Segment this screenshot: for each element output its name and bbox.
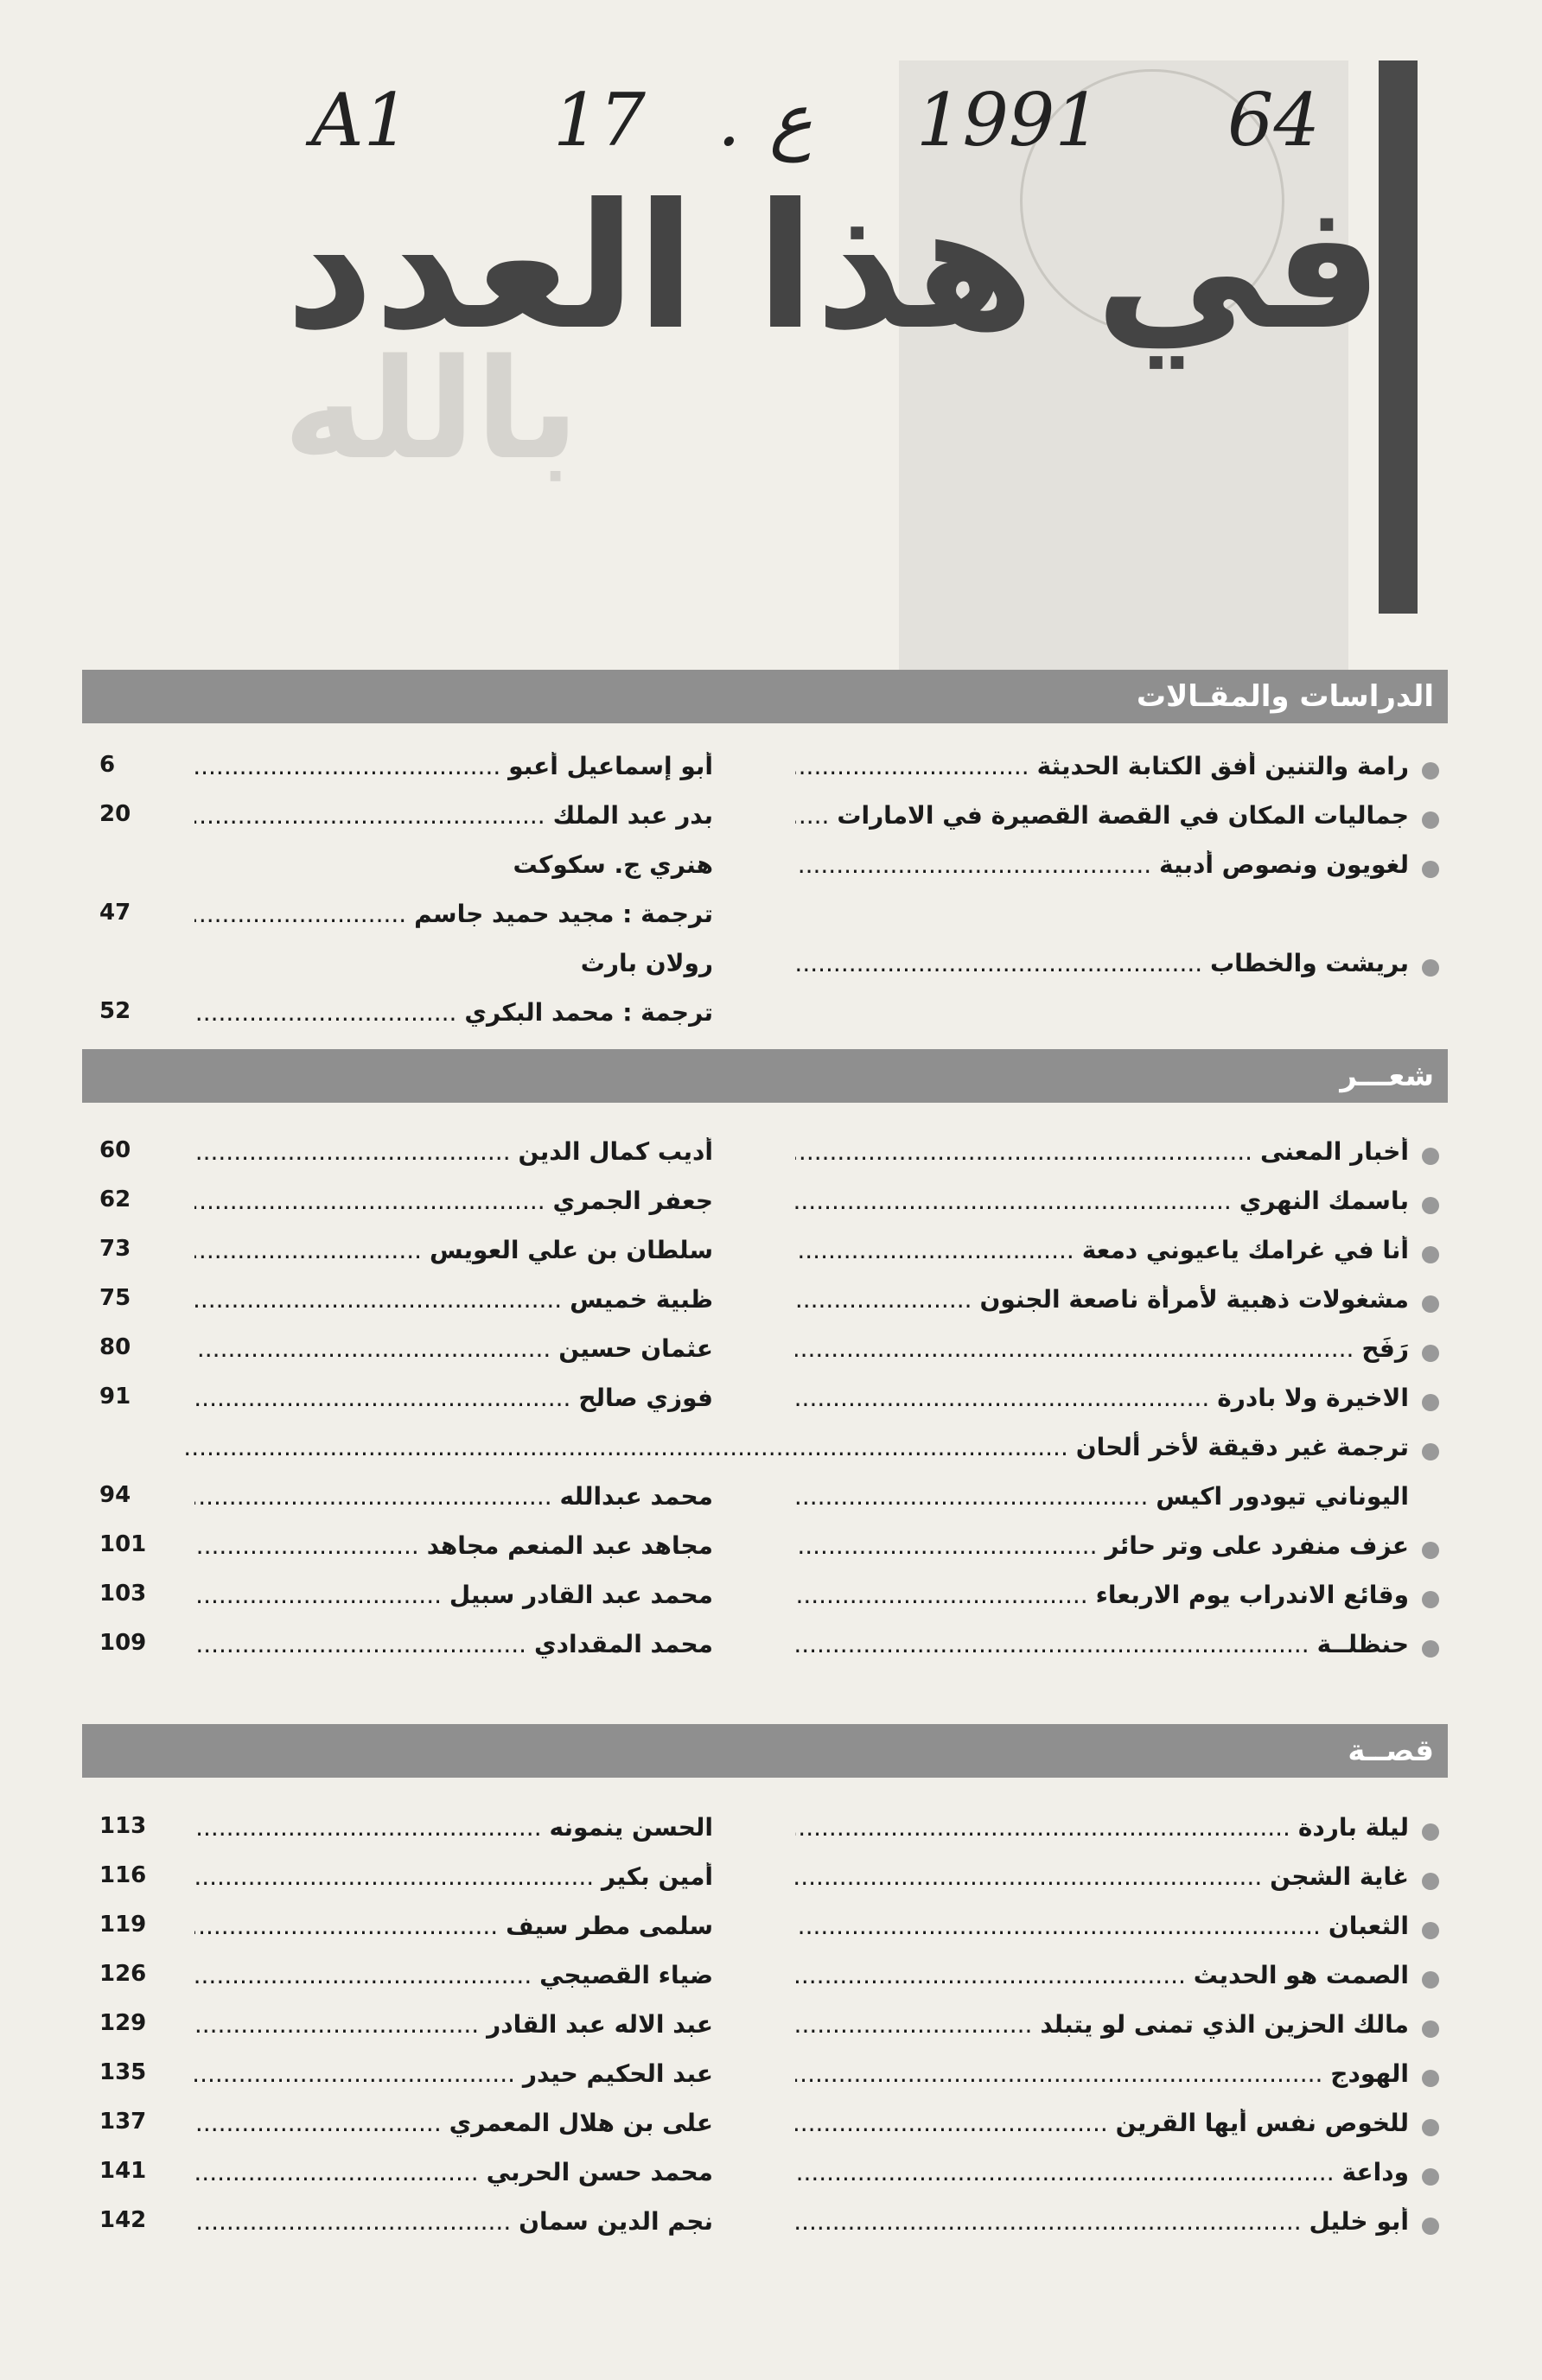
toc-author: سلطان بن علي العويس ..... xyxy=(194,1236,713,1264)
toc-row[interactable] xyxy=(82,1623,1448,1672)
toc-author: محمد عبد القادر سبيل ..... xyxy=(194,1581,713,1609)
bullet-icon xyxy=(1422,2070,1439,2087)
toc-row[interactable] xyxy=(82,2151,1448,2200)
toc-title: جماليات المكان في القصة القصيرة في الامارات ..... xyxy=(795,801,1409,830)
section-header-stories: قصــة xyxy=(82,1724,1448,1778)
toc-title: الصمت هو الحديث ..... xyxy=(795,1961,1409,1989)
toc-author: بدر عبد الملك ..... xyxy=(194,801,713,830)
toc-page: 80 xyxy=(99,1334,131,1360)
toc-author: محمد حسن الحربي ..... xyxy=(194,2158,713,2186)
toc-translator: ترجمة : محمد البكري ..... xyxy=(194,998,713,1027)
toc-page: 20 xyxy=(99,801,131,827)
toc-page: 75 xyxy=(99,1285,131,1311)
hand-17: 17 xyxy=(553,78,646,162)
bullet-icon xyxy=(1422,762,1439,780)
bullet-icon xyxy=(1422,1443,1439,1460)
toc-page: 60 xyxy=(99,1137,131,1163)
toc-row[interactable] xyxy=(82,2052,1448,2102)
toc-page: 116 xyxy=(99,1862,147,1888)
toc-row[interactable] xyxy=(82,1180,1448,1229)
toc-translator: ترجمة : مجيد حميد جاسم ..... xyxy=(194,900,713,928)
toc-row[interactable] xyxy=(82,1327,1448,1377)
toc-row[interactable] xyxy=(82,2102,1448,2151)
toc-title: وقائع الاندراب يوم الاربعاء ..... xyxy=(795,1581,1409,1609)
toc-row[interactable] xyxy=(82,1229,1448,1278)
handwritten-annotation xyxy=(0,52,1542,181)
bullet-icon xyxy=(1422,1295,1439,1313)
toc-title: وداعة ..... xyxy=(795,2158,1409,2186)
toc-title: أنا في غرامك ياعيوني دمعة ..... xyxy=(795,1236,1409,1264)
toc-row[interactable] xyxy=(82,1806,1448,1855)
toc-page: 52 xyxy=(99,998,131,1024)
toc-page: 91 xyxy=(99,1384,131,1410)
toc-title-continued: اليوناني تيودور اكيس ..... xyxy=(795,1482,1409,1511)
toc-row[interactable] xyxy=(82,1574,1448,1623)
toc-page: 113 xyxy=(99,1813,147,1839)
toc-title: غاية الشجن ..... xyxy=(795,1862,1409,1891)
hand-year: 1991 xyxy=(916,78,1101,162)
title-side-bar xyxy=(1379,60,1418,614)
toc-author: أمين بكير ..... xyxy=(194,1862,713,1891)
toc-page: 142 xyxy=(99,2207,147,2233)
bullet-icon xyxy=(1422,1971,1439,1989)
toc-author: عبد الاله عبد القادر ..... xyxy=(194,2010,713,2039)
toc-row[interactable] xyxy=(82,991,1448,1040)
toc-row[interactable] xyxy=(82,1524,1448,1574)
bullet-icon xyxy=(1422,2020,1439,2038)
bullet-icon xyxy=(1422,861,1439,878)
toc-title: ليلة باردة ..... xyxy=(795,1813,1409,1842)
toc-row[interactable] xyxy=(82,1377,1448,1426)
toc-row[interactable] xyxy=(82,893,1448,942)
toc-row[interactable] xyxy=(82,794,1448,843)
toc-author: نجم الدين سمان ..... xyxy=(194,2207,713,2236)
toc-author: ظبية خميس ..... xyxy=(194,1285,713,1314)
toc-stories xyxy=(82,1806,1448,2250)
toc-title: للخوص نفس أيها القرين ..... xyxy=(795,2109,1409,2137)
toc-author: مجاهد عبد المنعم مجاهد ..... xyxy=(194,1531,713,1560)
toc-author: محمد المقدادي ..... xyxy=(194,1630,713,1658)
toc-title: باسمك النهري ..... xyxy=(795,1187,1409,1215)
toc-author: هنري ج. سكوكت xyxy=(513,850,713,879)
toc-page: 135 xyxy=(99,2059,147,2085)
hand-ain: ع xyxy=(769,78,813,162)
toc-title: مالك الحزين الذي تمنى لو يتبلد ..... xyxy=(795,2010,1409,2039)
toc-page: 6 xyxy=(99,752,116,778)
toc-row[interactable] xyxy=(82,1130,1448,1180)
toc-poetry xyxy=(82,1130,1448,1672)
toc-page: 73 xyxy=(99,1236,131,1262)
toc-title: حنظلــة ..... xyxy=(795,1630,1409,1658)
hand-a1: A1 xyxy=(311,78,411,162)
bullet-icon xyxy=(1422,1345,1439,1362)
bullet-icon xyxy=(1422,1591,1439,1608)
toc-author: سلمى مطر سيف ..... xyxy=(194,1912,713,1940)
toc-row[interactable] xyxy=(82,1475,1448,1524)
bullet-icon xyxy=(1422,1873,1439,1890)
bullet-icon xyxy=(1422,811,1439,829)
toc-row[interactable] xyxy=(82,2200,1448,2250)
bullet-icon xyxy=(1422,1148,1439,1165)
toc-author: جعفر الجمري ..... xyxy=(194,1187,713,1215)
toc-row[interactable] xyxy=(82,1905,1448,1954)
toc-row[interactable] xyxy=(82,1855,1448,1905)
toc-title: بريشت والخطاب ..... xyxy=(795,949,1409,977)
toc-author: عبد الحكيم حيدر ..... xyxy=(194,2059,713,2088)
bullet-icon xyxy=(1422,2218,1439,2235)
toc-title: عزف منفرد على وتر حائر ..... xyxy=(795,1531,1409,1560)
toc-page: 137 xyxy=(99,2109,147,2135)
bullet-icon xyxy=(1422,2119,1439,2136)
toc-title: الاخيرة ولا بادرة ..... xyxy=(795,1384,1409,1412)
toc-page: 94 xyxy=(99,1482,131,1508)
toc-page: 109 xyxy=(99,1630,147,1656)
toc-row[interactable] xyxy=(82,942,1448,991)
toc-title: الثعبان ..... xyxy=(795,1912,1409,1940)
toc-row[interactable] xyxy=(82,2003,1448,2052)
bullet-icon xyxy=(1422,2168,1439,2186)
toc-title: مشغولات ذهبية لأمرأة ناصعة الجنون ..... xyxy=(795,1285,1409,1314)
toc-author: عثمان حسين ..... xyxy=(194,1334,713,1363)
toc-author: ضياء القصيجي ..... xyxy=(194,1961,713,1989)
toc-author: فوزي صالح ..... xyxy=(194,1384,713,1412)
bullet-icon xyxy=(1422,1394,1439,1411)
bullet-icon xyxy=(1422,1823,1439,1841)
toc-row[interactable] xyxy=(82,1954,1448,2003)
toc-studies xyxy=(82,745,1448,1040)
toc-page: 47 xyxy=(99,900,131,926)
bullet-icon xyxy=(1422,959,1439,977)
toc-author: أبو إسماعيل أعبو ..... xyxy=(194,752,713,780)
toc-title: رَفَح ..... xyxy=(795,1334,1409,1363)
toc-page: 141 xyxy=(99,2158,147,2184)
toc-title: رامة والتنين أفق الكتابة الحديثة ..... xyxy=(795,752,1409,780)
section-header-studies: الدراسات والمقـالات xyxy=(82,670,1448,723)
toc-title: أخبار المعنى ..... xyxy=(795,1137,1409,1166)
toc-row[interactable] xyxy=(82,1426,1448,1475)
bullet-icon xyxy=(1422,1922,1439,1939)
toc-author: الحسن ينمونه ..... xyxy=(194,1813,713,1842)
toc-author: محمد عبدالله ..... xyxy=(194,1482,713,1511)
toc-title: أبو خليل ..... xyxy=(795,2207,1409,2236)
bullet-icon xyxy=(1422,1542,1439,1559)
toc-title: ترجمة غير دقيقة لأخر ألحان ..... xyxy=(795,1433,1409,1461)
toc-page: 129 xyxy=(99,2010,147,2036)
bullet-icon xyxy=(1422,1197,1439,1214)
toc-page: 103 xyxy=(99,1581,147,1607)
toc-title: لغويون ونصوص أدبية ..... xyxy=(795,850,1409,879)
toc-row[interactable] xyxy=(82,745,1448,794)
toc-row[interactable] xyxy=(82,843,1448,893)
toc-page: 101 xyxy=(99,1531,147,1557)
toc-author: أديب كمال الدين ..... xyxy=(194,1137,713,1166)
page-title: في هذا العدد xyxy=(284,167,1383,368)
bullet-icon xyxy=(1422,1640,1439,1658)
hand-dash: . xyxy=(717,78,741,162)
section-header-poetry: شعـــر xyxy=(82,1049,1448,1103)
faded-background-word: بالله xyxy=(283,328,579,490)
toc-author: رولان بارث xyxy=(580,949,713,977)
toc-title: الهودج ..... xyxy=(795,2059,1409,2088)
bullet-icon xyxy=(1422,1246,1439,1263)
toc-page: 126 xyxy=(99,1961,147,1987)
toc-author: على بن هلال المعمري ..... xyxy=(194,2109,713,2137)
toc-row[interactable] xyxy=(82,1278,1448,1327)
toc-page: 62 xyxy=(99,1187,131,1212)
hand-page-number: 64 xyxy=(1227,78,1320,162)
toc-page: 119 xyxy=(99,1912,147,1938)
